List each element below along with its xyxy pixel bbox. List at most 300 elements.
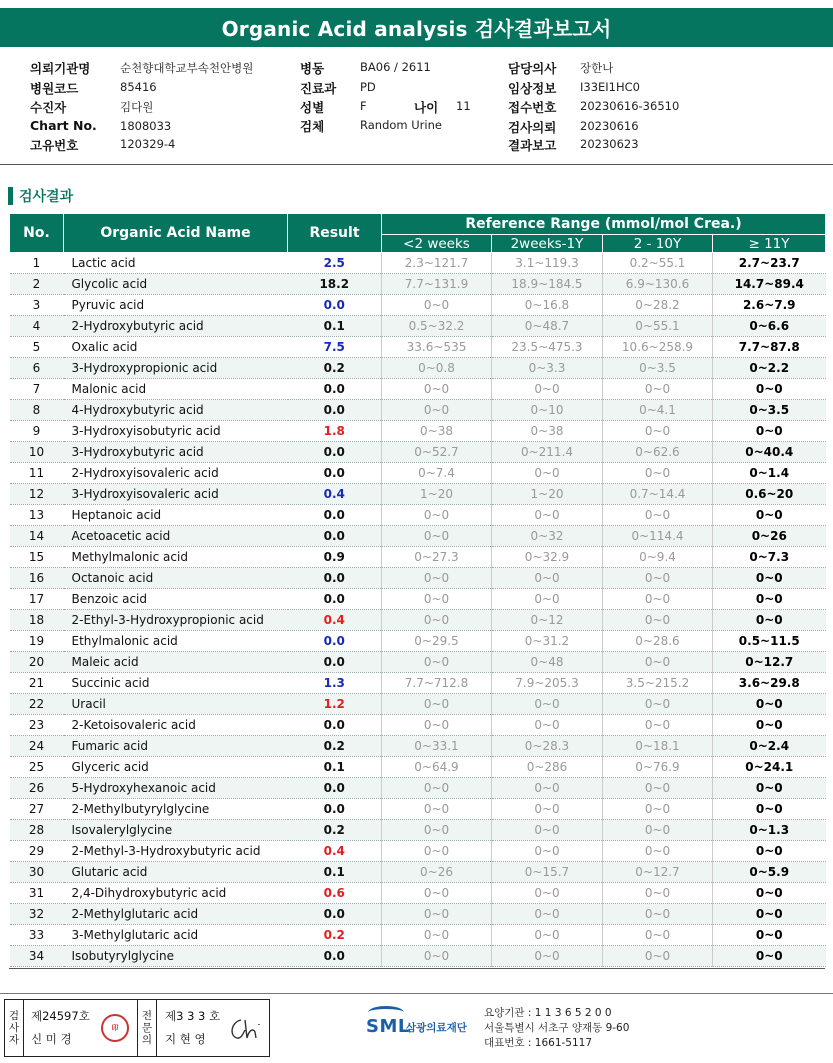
range-2-10y: 0~62.6 — [603, 442, 713, 463]
result-value: 0.1 — [288, 862, 382, 883]
range-under-2-weeks: 0~0 — [382, 799, 492, 820]
row-number: 3 — [10, 295, 64, 316]
acid-name: Fumaric acid — [64, 736, 288, 757]
range-2weeks-1y: 0~0 — [492, 589, 603, 610]
range-11y-plus: 0~0 — [713, 904, 826, 925]
patient-value: 120329-4 — [120, 137, 176, 151]
table-row — [10, 652, 826, 673]
header-range-11y-plus: ≥ 11Y — [713, 235, 826, 253]
range-under-2-weeks: 0~0 — [382, 610, 492, 631]
range-2-10y: 0~0 — [603, 463, 713, 484]
range-2weeks-1y: 0~48 — [492, 652, 603, 673]
range-under-2-weeks: 0~0 — [382, 946, 492, 967]
result-value: 1.8 — [288, 421, 382, 442]
range-11y-plus: 0~0 — [713, 883, 826, 904]
range-2weeks-1y: 0~0 — [492, 568, 603, 589]
table-row — [10, 568, 826, 589]
patient-label: 검체 — [300, 119, 325, 134]
vertical-char: 검 — [8, 1010, 20, 1022]
range-2weeks-1y: 0~211.4 — [492, 442, 603, 463]
table-row — [10, 925, 826, 946]
result-value: 1.3 — [288, 673, 382, 694]
range-under-2-weeks: 2.3~121.7 — [382, 253, 492, 274]
range-11y-plus: 2.7~23.7 — [713, 253, 826, 274]
acid-name: Heptanoic acid — [64, 505, 288, 526]
patient-value: 1808033 — [120, 119, 172, 133]
acid-name: 2-Methylglutaric acid — [64, 904, 288, 925]
range-2weeks-1y: 0~0 — [492, 505, 603, 526]
acid-name: 4-Hydroxybutyric acid — [64, 400, 288, 421]
range-2-10y: 0~0 — [603, 568, 713, 589]
signature-box — [4, 999, 270, 1057]
range-2-10y: 0~0 — [603, 715, 713, 736]
table-row — [10, 946, 826, 967]
acid-name: Isovalerylglycine — [64, 820, 288, 841]
range-2weeks-1y: 0~15.7 — [492, 862, 603, 883]
range-under-2-weeks: 0~64.9 — [382, 757, 492, 778]
range-11y-plus: 0~6.6 — [713, 316, 826, 337]
result-value: 0.0 — [288, 526, 382, 547]
row-number: 20 — [10, 652, 64, 673]
result-value: 0.9 — [288, 547, 382, 568]
patient-info-divider — [0, 164, 833, 165]
range-11y-plus: 0~0 — [713, 505, 826, 526]
acid-name: 3-Hydroxyisovaleric acid — [64, 484, 288, 505]
vertical-char: 자 — [8, 1034, 20, 1046]
range-under-2-weeks: 0~0 — [382, 400, 492, 421]
acid-name: 3-Hydroxyisobutyric acid — [64, 421, 288, 442]
range-2weeks-1y: 0~3.3 — [492, 358, 603, 379]
header-result: Result — [288, 214, 382, 253]
range-2-10y: 0~12.7 — [603, 862, 713, 883]
range-2weeks-1y: 0~0 — [492, 463, 603, 484]
range-11y-plus: 14.7~89.4 — [713, 274, 826, 295]
row-number: 16 — [10, 568, 64, 589]
row-number: 2 — [10, 274, 64, 295]
range-under-2-weeks: 0~29.5 — [382, 631, 492, 652]
range-2-10y: 3.5~215.2 — [603, 673, 713, 694]
patient-label: 성별 — [300, 100, 325, 115]
organization-info — [484, 1006, 629, 1051]
table-row — [10, 547, 826, 568]
table-bottom-rule — [9, 968, 825, 969]
patient-label: 의뢰기관명 — [30, 61, 91, 76]
patient-label: 진료과 — [300, 81, 337, 96]
patient-info — [0, 52, 833, 164]
acid-name: Succinic acid — [64, 673, 288, 694]
range-2weeks-1y: 3.1~119.3 — [492, 253, 603, 274]
report-title: Organic Acid analysis 검사결과보고서 — [0, 8, 833, 47]
examiner-license: 제24597호 — [31, 1009, 90, 1023]
range-2weeks-1y: 0~0 — [492, 820, 603, 841]
vertical-char: 문 — [141, 1022, 153, 1034]
logo-name: 삼광의료재단 — [406, 1022, 467, 1034]
table-row — [10, 883, 826, 904]
row-number: 25 — [10, 757, 64, 778]
range-2-10y: 0~0 — [603, 421, 713, 442]
result-value: 2.5 — [288, 253, 382, 274]
result-value: 0.0 — [288, 799, 382, 820]
table-row — [10, 820, 826, 841]
range-under-2-weeks: 0~0 — [382, 778, 492, 799]
acid-name: Glutaric acid — [64, 862, 288, 883]
org-address: 서울특별시 서초구 양재동 9-60 — [484, 1022, 630, 1034]
table-row — [10, 862, 826, 883]
table-row — [10, 274, 826, 295]
section-title: 검사결과 — [19, 189, 74, 205]
range-2weeks-1y: 18.9~184.5 — [492, 274, 603, 295]
range-2weeks-1y: 0~32.9 — [492, 547, 603, 568]
logo-mark: SML — [366, 1016, 410, 1037]
row-number: 10 — [10, 442, 64, 463]
table-row — [10, 379, 826, 400]
result-value: 0.0 — [288, 379, 382, 400]
patient-label: 임상정보 — [508, 81, 557, 96]
patient-label: Chart No. — [30, 118, 97, 133]
range-11y-plus: 0~0 — [713, 715, 826, 736]
table-row — [10, 505, 826, 526]
range-11y-plus: 3.6~29.8 — [713, 673, 826, 694]
range-2weeks-1y: 7.9~205.3 — [492, 673, 603, 694]
result-value: 0.4 — [288, 484, 382, 505]
table-row — [10, 673, 826, 694]
org-code: 요양기관 : 1 1 3 6 5 2 0 0 — [484, 1007, 612, 1019]
range-2weeks-1y: 0~0 — [492, 904, 603, 925]
patient-label: 담당의사 — [508, 61, 557, 76]
range-2weeks-1y: 23.5~475.3 — [492, 337, 603, 358]
range-2-10y: 0~55.1 — [603, 316, 713, 337]
acid-name: Maleic acid — [64, 652, 288, 673]
header-range-2-10y: 2 - 10Y — [603, 235, 713, 253]
result-value: 0.0 — [288, 778, 382, 799]
table-row — [10, 694, 826, 715]
table-row — [10, 778, 826, 799]
acid-name: 2-Hydroxybutyric acid — [64, 316, 288, 337]
range-2weeks-1y: 0~31.2 — [492, 631, 603, 652]
row-number: 9 — [10, 421, 64, 442]
acid-name: Pyruvic acid — [64, 295, 288, 316]
result-value: 0.4 — [288, 841, 382, 862]
range-under-2-weeks: 7.7~131.9 — [382, 274, 492, 295]
range-11y-plus: 0~1.3 — [713, 820, 826, 841]
range-11y-plus: 0.6~20 — [713, 484, 826, 505]
row-number: 33 — [10, 925, 64, 946]
range-11y-plus: 0~2.2 — [713, 358, 826, 379]
row-number: 11 — [10, 463, 64, 484]
result-value: 0.4 — [288, 610, 382, 631]
range-2-10y: 0~0 — [603, 925, 713, 946]
range-11y-plus: 0~7.3 — [713, 547, 826, 568]
row-number: 14 — [10, 526, 64, 547]
patient-label: 접수번호 — [508, 100, 557, 115]
table-row — [10, 400, 826, 421]
patient-value: 20230616-36510 — [580, 99, 680, 113]
result-value: 0.1 — [288, 757, 382, 778]
footer-divider — [0, 993, 833, 994]
range-2-10y: 0~0 — [603, 589, 713, 610]
range-11y-plus: 0~0 — [713, 694, 826, 715]
range-under-2-weeks: 0~0 — [382, 526, 492, 547]
range-2-10y: 0~0 — [603, 505, 713, 526]
range-11y-plus: 0~0 — [713, 379, 826, 400]
range-11y-plus: 0~0 — [713, 589, 826, 610]
vertical-char: 의 — [141, 1034, 153, 1046]
range-2-10y: 0~0 — [603, 904, 713, 925]
range-under-2-weeks: 0~0.8 — [382, 358, 492, 379]
range-2-10y: 0~0 — [603, 379, 713, 400]
header-name: Organic Acid Name — [64, 214, 288, 253]
result-value: 0.1 — [288, 316, 382, 337]
range-under-2-weeks: 0~0 — [382, 820, 492, 841]
result-value: 0.0 — [288, 631, 382, 652]
acid-name: Isobutyrylglycine — [64, 946, 288, 967]
range-under-2-weeks: 0~26 — [382, 862, 492, 883]
patient-value: 20230623 — [580, 137, 639, 151]
range-2-10y: 0~0 — [603, 694, 713, 715]
row-number: 24 — [10, 736, 64, 757]
acid-name: 2-Ethyl-3-Hydroxypropionic acid — [64, 610, 288, 631]
range-11y-plus: 0~12.7 — [713, 652, 826, 673]
range-2-10y: 0~0 — [603, 610, 713, 631]
acid-name: Glyceric acid — [64, 757, 288, 778]
result-value: 0.0 — [288, 652, 382, 673]
range-2-10y: 0~28.6 — [603, 631, 713, 652]
row-number: 7 — [10, 379, 64, 400]
range-under-2-weeks: 33.6~535 — [382, 337, 492, 358]
result-value: 0.0 — [288, 442, 382, 463]
range-11y-plus: 0~0 — [713, 946, 826, 967]
range-under-2-weeks: 7.7~712.8 — [382, 673, 492, 694]
range-2weeks-1y: 0~0 — [492, 799, 603, 820]
acid-name: Malonic acid — [64, 379, 288, 400]
range-11y-plus: 0~0 — [713, 778, 826, 799]
patient-value: 20230616 — [580, 119, 639, 133]
range-2weeks-1y: 0~48.7 — [492, 316, 603, 337]
vertical-char: 사 — [8, 1022, 20, 1034]
range-under-2-weeks: 0~0 — [382, 883, 492, 904]
row-number: 34 — [10, 946, 64, 967]
table-row — [10, 442, 826, 463]
row-number: 4 — [10, 316, 64, 337]
results-table — [9, 213, 826, 967]
acid-name: Methylmalonic acid — [64, 547, 288, 568]
range-2-10y: 0~0 — [603, 946, 713, 967]
row-number: 23 — [10, 715, 64, 736]
range-11y-plus: 0~40.4 — [713, 442, 826, 463]
row-number: 18 — [10, 610, 64, 631]
result-value: 0.0 — [288, 463, 382, 484]
acid-name: 3-Hydroxybutyric acid — [64, 442, 288, 463]
range-under-2-weeks: 0~0 — [382, 925, 492, 946]
result-value: 0.0 — [288, 715, 382, 736]
acid-name: 3-Hydroxypropionic acid — [64, 358, 288, 379]
acid-name: Glycolic acid — [64, 274, 288, 295]
result-value: 0.6 — [288, 883, 382, 904]
range-2-10y: 6.9~130.6 — [603, 274, 713, 295]
range-under-2-weeks: 0~0 — [382, 589, 492, 610]
range-2-10y: 0~28.2 — [603, 295, 713, 316]
range-under-2-weeks: 1~20 — [382, 484, 492, 505]
range-2weeks-1y: 0~38 — [492, 421, 603, 442]
range-under-2-weeks: 0~0 — [382, 715, 492, 736]
range-2-10y: 0~0 — [603, 778, 713, 799]
row-number: 13 — [10, 505, 64, 526]
row-number: 12 — [10, 484, 64, 505]
patient-value: 김다원 — [120, 100, 154, 114]
range-2weeks-1y: 0~0 — [492, 694, 603, 715]
table-row — [10, 484, 826, 505]
table-row — [10, 715, 826, 736]
result-value: 0.2 — [288, 736, 382, 757]
table-row — [10, 631, 826, 652]
vertical-char: 전 — [141, 1010, 153, 1022]
row-number: 32 — [10, 904, 64, 925]
range-11y-plus: 0.5~11.5 — [713, 631, 826, 652]
range-under-2-weeks: 0~0 — [382, 568, 492, 589]
range-11y-plus: 0~0 — [713, 841, 826, 862]
range-under-2-weeks: 0~0 — [382, 904, 492, 925]
result-value: 7.5 — [288, 337, 382, 358]
header-reference-range: Reference Range (mmol/mol Crea.) — [382, 214, 826, 235]
range-2-10y: 0~4.1 — [603, 400, 713, 421]
patient-value: BA06 / 2611 — [360, 60, 431, 74]
range-2-10y: 0~0 — [603, 841, 713, 862]
result-value: 0.0 — [288, 400, 382, 421]
row-number: 31 — [10, 883, 64, 904]
range-under-2-weeks: 0.5~32.2 — [382, 316, 492, 337]
range-2-10y: 0.7~14.4 — [603, 484, 713, 505]
row-number: 27 — [10, 799, 64, 820]
result-value: 0.0 — [288, 295, 382, 316]
range-under-2-weeks: 0~52.7 — [382, 442, 492, 463]
acid-name: 2-Methyl-3-Hydroxybutyric acid — [64, 841, 288, 862]
range-2-10y: 0~0 — [603, 799, 713, 820]
range-under-2-weeks: 0~0 — [382, 379, 492, 400]
row-number: 28 — [10, 820, 64, 841]
range-2-10y: 0~0 — [603, 820, 713, 841]
range-under-2-weeks: 0~0 — [382, 295, 492, 316]
range-2weeks-1y: 0~12 — [492, 610, 603, 631]
table-row — [10, 295, 826, 316]
acid-name: Uracil — [64, 694, 288, 715]
range-11y-plus: 0~3.5 — [713, 400, 826, 421]
result-value: 0.2 — [288, 925, 382, 946]
patient-label: 검사의뢰 — [508, 120, 557, 135]
range-11y-plus: 0~0 — [713, 799, 826, 820]
range-2weeks-1y: 0~32 — [492, 526, 603, 547]
row-number: 17 — [10, 589, 64, 610]
range-2weeks-1y: 0~10 — [492, 400, 603, 421]
acid-name: 5-Hydroxyhexanoic acid — [64, 778, 288, 799]
range-2-10y: 0~3.5 — [603, 358, 713, 379]
range-2-10y: 0~18.1 — [603, 736, 713, 757]
acid-name: 2-Hydroxyisovaleric acid — [64, 463, 288, 484]
table-row — [10, 463, 826, 484]
patient-label: 병원코드 — [30, 81, 79, 96]
range-2-10y: 0~0 — [603, 883, 713, 904]
row-number: 30 — [10, 862, 64, 883]
range-2weeks-1y: 0~286 — [492, 757, 603, 778]
range-11y-plus: 0~5.9 — [713, 862, 826, 883]
patient-value: Random Urine — [360, 118, 442, 132]
row-number: 29 — [10, 841, 64, 862]
patient-value: 85416 — [120, 80, 157, 94]
patient-label: 결과보고 — [508, 138, 557, 153]
examiner-name: 신 미 경 — [31, 1032, 72, 1046]
patient-label: 고유번호 — [30, 138, 79, 153]
range-2weeks-1y: 0~0 — [492, 925, 603, 946]
acid-name: 2-Methylbutyrylglycine — [64, 799, 288, 820]
result-value: 0.2 — [288, 820, 382, 841]
table-row — [10, 421, 826, 442]
patient-label: 병동 — [300, 61, 325, 76]
range-2-10y: 0~9.4 — [603, 547, 713, 568]
patient-value: 순천향대학교부속천안병원 — [120, 61, 254, 75]
table-row — [10, 253, 826, 274]
range-2weeks-1y: 0~0 — [492, 715, 603, 736]
result-value: 0.0 — [288, 568, 382, 589]
row-number: 26 — [10, 778, 64, 799]
header-no: No. — [10, 214, 64, 253]
range-under-2-weeks: 0~0 — [382, 505, 492, 526]
table-row — [10, 316, 826, 337]
specialist-title — [137, 1000, 157, 1056]
acid-name: Ethylmalonic acid — [64, 631, 288, 652]
examiner-title — [5, 1000, 24, 1056]
range-11y-plus: 0~26 — [713, 526, 826, 547]
row-number: 21 — [10, 673, 64, 694]
result-value: 0.0 — [288, 589, 382, 610]
result-value: 1.2 — [288, 694, 382, 715]
acid-name: Oxalic acid — [64, 337, 288, 358]
range-under-2-weeks: 0~0 — [382, 694, 492, 715]
header-range-under-2-weeks: <2 weeks — [382, 235, 492, 253]
table-row — [10, 904, 826, 925]
patient-label: 나이 — [414, 100, 439, 115]
acid-name: 2,4-Dihydroxybutyric acid — [64, 883, 288, 904]
range-2weeks-1y: 1~20 — [492, 484, 603, 505]
acid-name: Octanoic acid — [64, 568, 288, 589]
range-11y-plus: 0~1.4 — [713, 463, 826, 484]
range-2-10y: 0~76.9 — [603, 757, 713, 778]
patient-value: I33EI1HC0 — [580, 80, 640, 94]
acid-name: Benzoic acid — [64, 589, 288, 610]
patient-value: 장한나 — [580, 61, 614, 75]
result-value: 0.2 — [288, 358, 382, 379]
range-under-2-weeks: 0~0 — [382, 652, 492, 673]
acid-name: Acetoacetic acid — [64, 526, 288, 547]
result-value: 0.0 — [288, 505, 382, 526]
range-11y-plus: 0~0 — [713, 925, 826, 946]
range-2weeks-1y: 0~0 — [492, 883, 603, 904]
org-phone: 대표번호 : 1661-5117 — [484, 1037, 593, 1049]
range-11y-plus: 0~24.1 — [713, 757, 826, 778]
row-number: 5 — [10, 337, 64, 358]
sml-logo — [366, 1006, 478, 1046]
range-11y-plus: 0~0 — [713, 610, 826, 631]
specialist-name: 지 현 영 — [165, 1032, 206, 1046]
range-under-2-weeks: 0~7.4 — [382, 463, 492, 484]
range-under-2-weeks: 0~33.1 — [382, 736, 492, 757]
result-value: 0.0 — [288, 904, 382, 925]
range-2weeks-1y: 0~28.3 — [492, 736, 603, 757]
range-11y-plus: 2.6~7.9 — [713, 295, 826, 316]
range-11y-plus: 0~2.4 — [713, 736, 826, 757]
header-range-2weeks-1y: 2weeks-1Y — [492, 235, 603, 253]
patient-label: 수진자 — [30, 100, 67, 115]
table-row — [10, 358, 826, 379]
table-row — [10, 337, 826, 358]
